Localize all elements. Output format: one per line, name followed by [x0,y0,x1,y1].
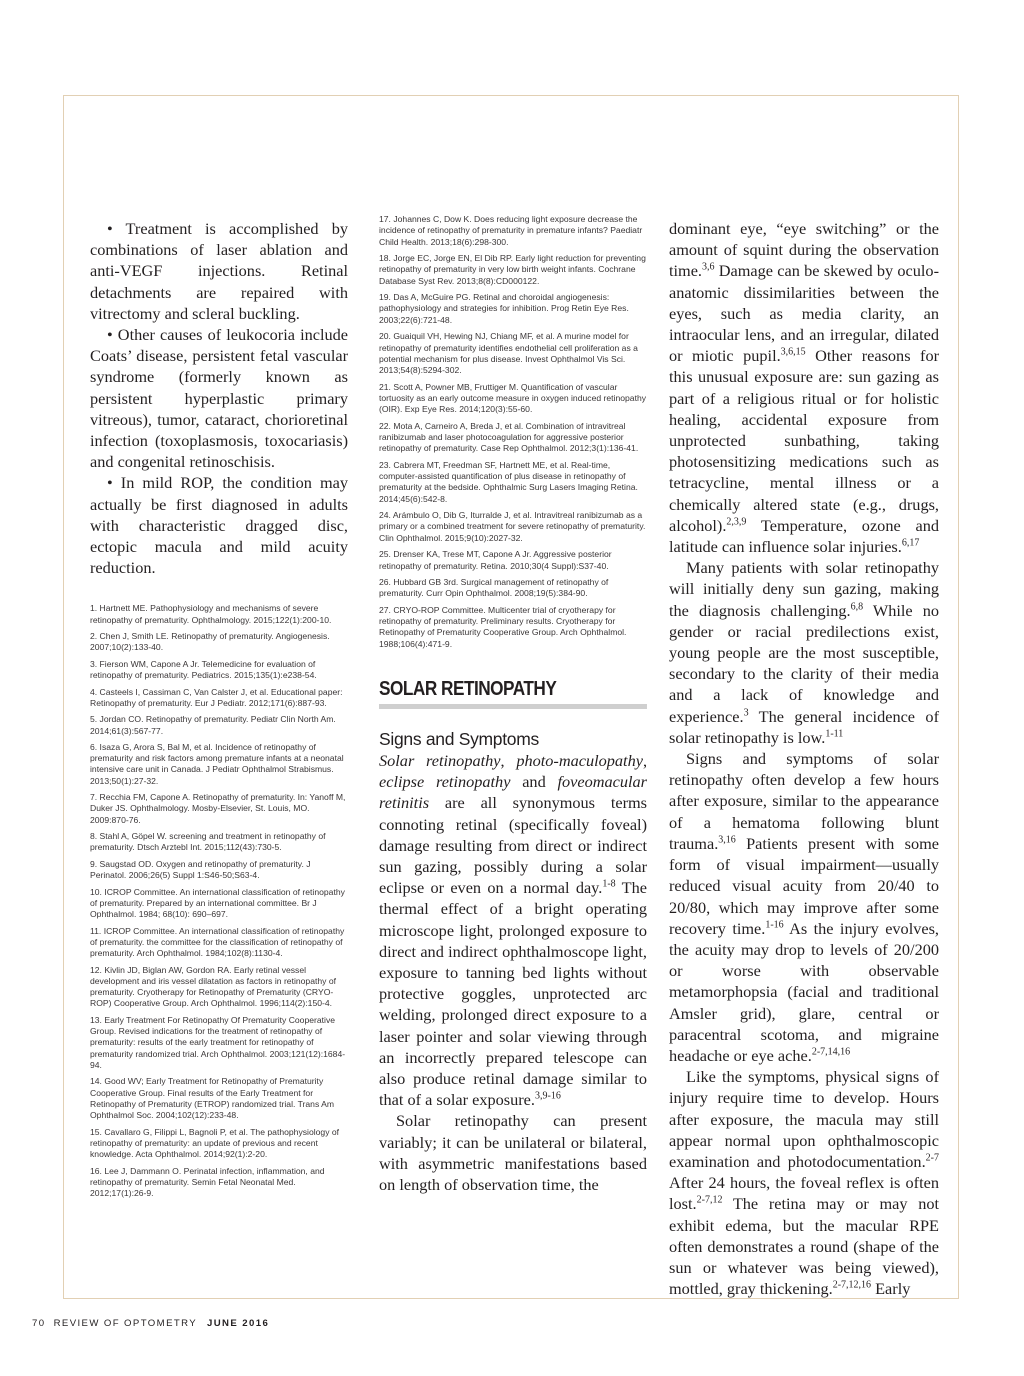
reference-item: 13. Early Treatment For Retinopathy Of Prematurity Cooperative Group. Revised indications for the treatment of retinopathy of prematurity: results of the early treatment for retinopathy of prematurity randomized trial. Arch Ophthalmol. 2003;121(12):1684-94. [90,1014,346,1070]
text-run: and [510,772,558,792]
reference-item: 23. Cabrera MT, Freedman SF, Hartnett ME, et al. Real-time, computer-assisted quantification of plus disease in retinopathy of prematurity at the bedside. Ophthalmic Surg Lasers Imaging Retina. 2014;45(6):542-8. [379,459,638,504]
bullet-leukocoria: • Other causes of leukocoria include Coats’ disease, persistent fetal vascular syndrome (formerly known as persistent hyperplastic primary vitreous), tumor, cataract, chorioretinal infection (toxoplasmosis, toxocariasis) and congenital retinoschisis. [90,325,348,472]
reference-list-middle [379,214,647,650]
reference-item: 19. Das A, McGuire PG. Retinal and choroidal angiogenesis: pathophysiology and strategies for inhibition. Prog Retin Eye Res. 2003;22(6):721-48. [379,292,629,325]
text-run: are all synonymous terms connoting retinal (specifically foveal) damage resulting from direct or indirect sun gazing, possibly during a solar eclipse or even on a normal day. [379,793,647,898]
body-paragraph [379,750,647,1110]
text-run: The thermal effect of a bright operating microscope light, prolonged exposure to direct and indirect ophthalmoscope light, exposure to tanning bed lights without protective goggles, unprotected arc welding, prolonged direct exposure to a laser pointer and solar viewing through an incorrectly prepared telescope can also produce retinal damage similar to that of a solar exposure. [379,878,647,1110]
column-left [90,218,348,1205]
publication-name: REVIEW OF OPTOMETRY [53,1318,197,1329]
text-run: dominant eye, “eye switching” or the amount of squint during the observation time. [669,219,939,281]
issue-date: JUNE 2016 [206,1318,270,1329]
reference-list-left [90,603,348,1199]
body-paragraph [669,218,939,557]
text-run: Temperature, ozone and latitude can influence solar injuries. [669,515,939,557]
text-run: While no gender or racial predilections exist, young people are the most susceptible, secondary to the clarity of their media and a lack of knowledge and experience. [669,600,939,726]
reference-item: 7. Recchia FM, Capone A. Retinopathy of prematurity. In: Yanoff M, Duker JS. Ophthalmology. Mosby-Elsevier, St. Louis, MO. 2009:870-76. [90,792,346,825]
bullet-treatment: • Treatment is accomplished by combinations of laser ablation and anti-VEGF injections. Retinal detachments are repaired with vitrectomy and scleral buckling. [90,219,348,323]
citation: 2-7,12 [696,1194,723,1206]
text-run: Many patients with solar retinopathy will initially deny sun gazing, making the diagnosis challenging. [669,558,939,620]
column-middle [379,214,647,1195]
reference-item: 20. Guaiquil VH, Hewing NJ, Chiang MF, et al. A murine model for retinopathy of prematurity identifies endothelial cell proliferation as a potential mechanism for plus disease. Invest Ophthalmol Vis Sci. 2013;54(8):5294-302. [379,331,638,376]
reference-item: 14. Good WV; Early Treatment for Retinopathy of Prematurity Cooperative Group. Final results of the Early Treatment for Retinopathy of Prematurity (ETROP) randomized trial. Trans Am Ophthalmol Soc. 2004;102(12):233-48. [90,1076,335,1121]
reference-item: 21. Scott A, Powner MB, Fruttiger M. Quantification of vascular tortuosity as an early outcome measure in oxygen induced retinopathy (OIR). Exp Eye Res. 2014;120(3):55-60. [379,381,647,415]
body-paragraph [669,748,939,1066]
reference-item: 3. Fierson WM, Capone A Jr. Telemedicine for evaluation of retinopathy of prematurity. Pediatrics. 2015;135(1):e238-54. [90,658,317,681]
reference-item: 9. Saugstad OD. Oxygen and retinopathy of prematurity. J Perinatol. 2006;26(5) Suppl 1:S46-50;S63-4. [90,858,311,881]
reference-item: 17. Johannes C, Dow K. Does reducing light exposure decrease the incidence of retinopathy of prematurity in premature infants? Paediatr Child Health. 2013;18(6):298-300. [379,214,643,247]
text-run: , [642,750,648,770]
reference-item: 4. Casteels I, Cassiman C, Van Calster J, et al. Educational paper: Retinopathy of prematurity. Eur J Pediatr. 2012;171(6):887-93. [90,686,343,708]
text-run: Early [871,1279,911,1299]
reference-item: 16. Lee J, Dammann O. Perinatal infection, inflammation, and retinopathy of prematurity. Semin Fetal Neonatal Med. 2012;17(1):26-9. [90,1165,325,1199]
reference-item: 2. Chen J, Smith LE. Retinopathy of prematurity. Angiogenesis. 2007;10(2):133-40. [90,631,330,653]
text-run: The general incidence of solar retinopathy is low. [669,706,939,747]
page-number: 70 [32,1318,46,1329]
reference-item: 26. Hubbard GB 3rd. Surgical management of retinopathy of prematurity. Curr Opin Ophthalmol. 2008;19(5):384-90. [379,577,609,599]
reference-item: 18. Jorge EC, Jorge EN, El Dib RP. Early light reduction for preventing retinopathy of prematurity in very low birth weight infants. Cochrane Database Syst Rev. 2013;8(8):CD000122. [379,253,646,286]
text-run: As the injury evolves, the acuity may drop to levels of 20/200 or worse with observable metamorphopsia (facial and traditional Amsler grid), glare, central or paracentral scotoma, and migraine headache or eye ache. [669,918,939,1065]
term-italic: eclipse retinopathy [379,772,511,792]
citation: 1-11 [825,728,844,740]
citation: 3,9-16 [534,1090,561,1102]
citation: 2,3,9 [726,516,747,528]
citation: 2-7 [925,1152,939,1164]
text-run: , [500,750,517,770]
reference-item: 15. Cavallaro G, Filippi L, Bagnoli P, et al. The pathophysiology of retinopathy of prematurity: an update of previous and recent knowledge. Acta Ophthalmol. 2014;92(1):2-20. [90,1126,340,1160]
citation: 2-7,12,16 [832,1279,872,1291]
body-paragraph: Solar retinopathy can present variably; it can be unilateral or bilateral, with asymmetric manifestations based on length of observation time, the [379,1111,647,1195]
subsection-heading: Signs and Symptoms [379,728,539,749]
citation: 3,6,15 [780,346,806,358]
reference-item: 1. Hartnett ME. Pathophysiology and mechanisms of severe retinopathy of prematurity. Ophthalmology. 2015;122(1):200-10. [90,603,332,625]
text-run: Signs and symptoms of solar retinopathy often develop a few hours after exposure, similar to the appearance of a hematoma following blunt trauma. [669,749,939,853]
citation: 3,6 [702,261,715,273]
reference-item: 10. ICROP Committee. An international classification of retinopathy of prematurity. Prepared by an international committee. Br J Ophthalmol. 1984; 68(10): 690–697. [90,886,345,920]
column-right [669,218,939,1299]
reference-item: 6. Isaza G, Arora S, Bal M, et al. Incidence of retinopathy of prematurity and risk factors among premature infants at a neonatal intensive care unit in Canada. J Pediatr Ophthalmol Strabismus. 2013;50(1):27-32. [90,741,344,786]
body-paragraph [669,1066,939,1299]
term-italic: Solar retinopathy [379,750,501,770]
citation: 3,16 [718,834,736,846]
citation: 6,8 [850,601,864,613]
reference-item: 24. Arámbulo O, Dib G, Iturralde J, et al. Intravitreal ranibizumab as a primary or a combined treatment for severe retinopathy of prematurity. Clin Ophthalmol. 2015;9(10):2027-32. [379,510,646,543]
citation: 1-8 [602,878,616,890]
citation: 3 [743,707,749,719]
citation: 2-7,14,16 [811,1046,851,1058]
text-run: Damage can be skewed by oculo-anatomic dissimilarities between the eyes, such as media clarity, an intraocular lens, and an irregular, dilated or miotic pupil. [669,261,939,366]
reference-item: 12. Kivlin JD, Biglan AW, Gordon RA. Early retinal vessel development and iris vessel dilatation as factors in retinopathy of prematurity. Cryotherapy for Retinopathy of Prematurity (CRYO-ROP) Cooperative Group. Arch Ophthalmol. 1996;114(2):150-4. [90,964,337,1009]
text-run: After 24 hours, the foveal reflex is often lost. [669,1173,939,1214]
term-italic: foveomacular retinitis [379,772,648,813]
body-paragraph [669,557,939,748]
text-run: Patients present with some form of visual impairment—usually reduced visual acuity from 20/40 to 20/80, which may improve after some recovery time. [669,833,939,938]
reference-item: 11. ICROP Committee. An international classification of retinopathy of prematurity. the committee for the classification of retinopathy of prematurity. Arch Ophthalmol. 1984;102(8):1130-4. [90,925,345,959]
section-title: SOLAR RETINOPATHY [379,677,647,709]
reference-item: 27. CRYO-ROP Committee. Multicenter trial of cryotherapy for retinopathy of prematurity. Preliminary results. Cryotherapy for Retinopathy of Prematurity Cooperative Group. Arch Ophthalmol. 1988;106(4):471-9. [379,604,627,649]
reference-item: 8. Stahl A, Göpel W. screening and treatment in retinopathy of prematurity. Dtsch Arztebl Int. 2015;112(43):730-5. [90,831,326,853]
citation: 6,17 [901,537,920,549]
citation: 1-16 [765,919,784,931]
text-run: Like the symptoms, physical signs of injury require time to develop. Hours after exposure, the macula may still appear normal upon ophthalmoscopic examination and photodocumentation. [669,1067,939,1171]
bullet-mild-rop: • In mild ROP, the condition may actually be first diagnosed in adults with characteristic dragged disc, ectopic macula and mild acuity reduction. [90,473,348,578]
reference-item: 22. Mota A, Carneiro A, Breda J, et al. Combination of intravitreal ranibizumab and laser photocoagulation for aggressive posterior retinopathy of prematurity. Case Rep Ophthalmol. 2012;3(1):136-41. [379,420,639,454]
reference-item: 5. Jordan CO. Retinopathy of prematurity. Pediatr Clin North Am. 2014;61(3):567-77. [90,714,336,736]
reference-item: 25. Drenser KA, Trese MT, Capone A Jr. Aggressive posterior retinopathy of prematurity. Retina. 2010;30(4 Suppl):S37-40. [379,549,612,571]
term-italic: photo-maculopathy [516,750,643,770]
text-run: The retina may or may not exhibit edema, but the macular RPE often demonstrates a round (shape of the sun or whatever was being viewed), mottled, gray thickening. [669,1194,939,1299]
text-run: Other reasons for this unusual exposure are: sun gazing as part of a religious ritual or for holistic healing, accidental exposure from unprotected sunbathing, taking photosensitizing medications such as tetracycline, mental illness or a chemically altered state (e.g., drugs, alcohol). [669,346,940,535]
page-footer [32,1318,269,1329]
